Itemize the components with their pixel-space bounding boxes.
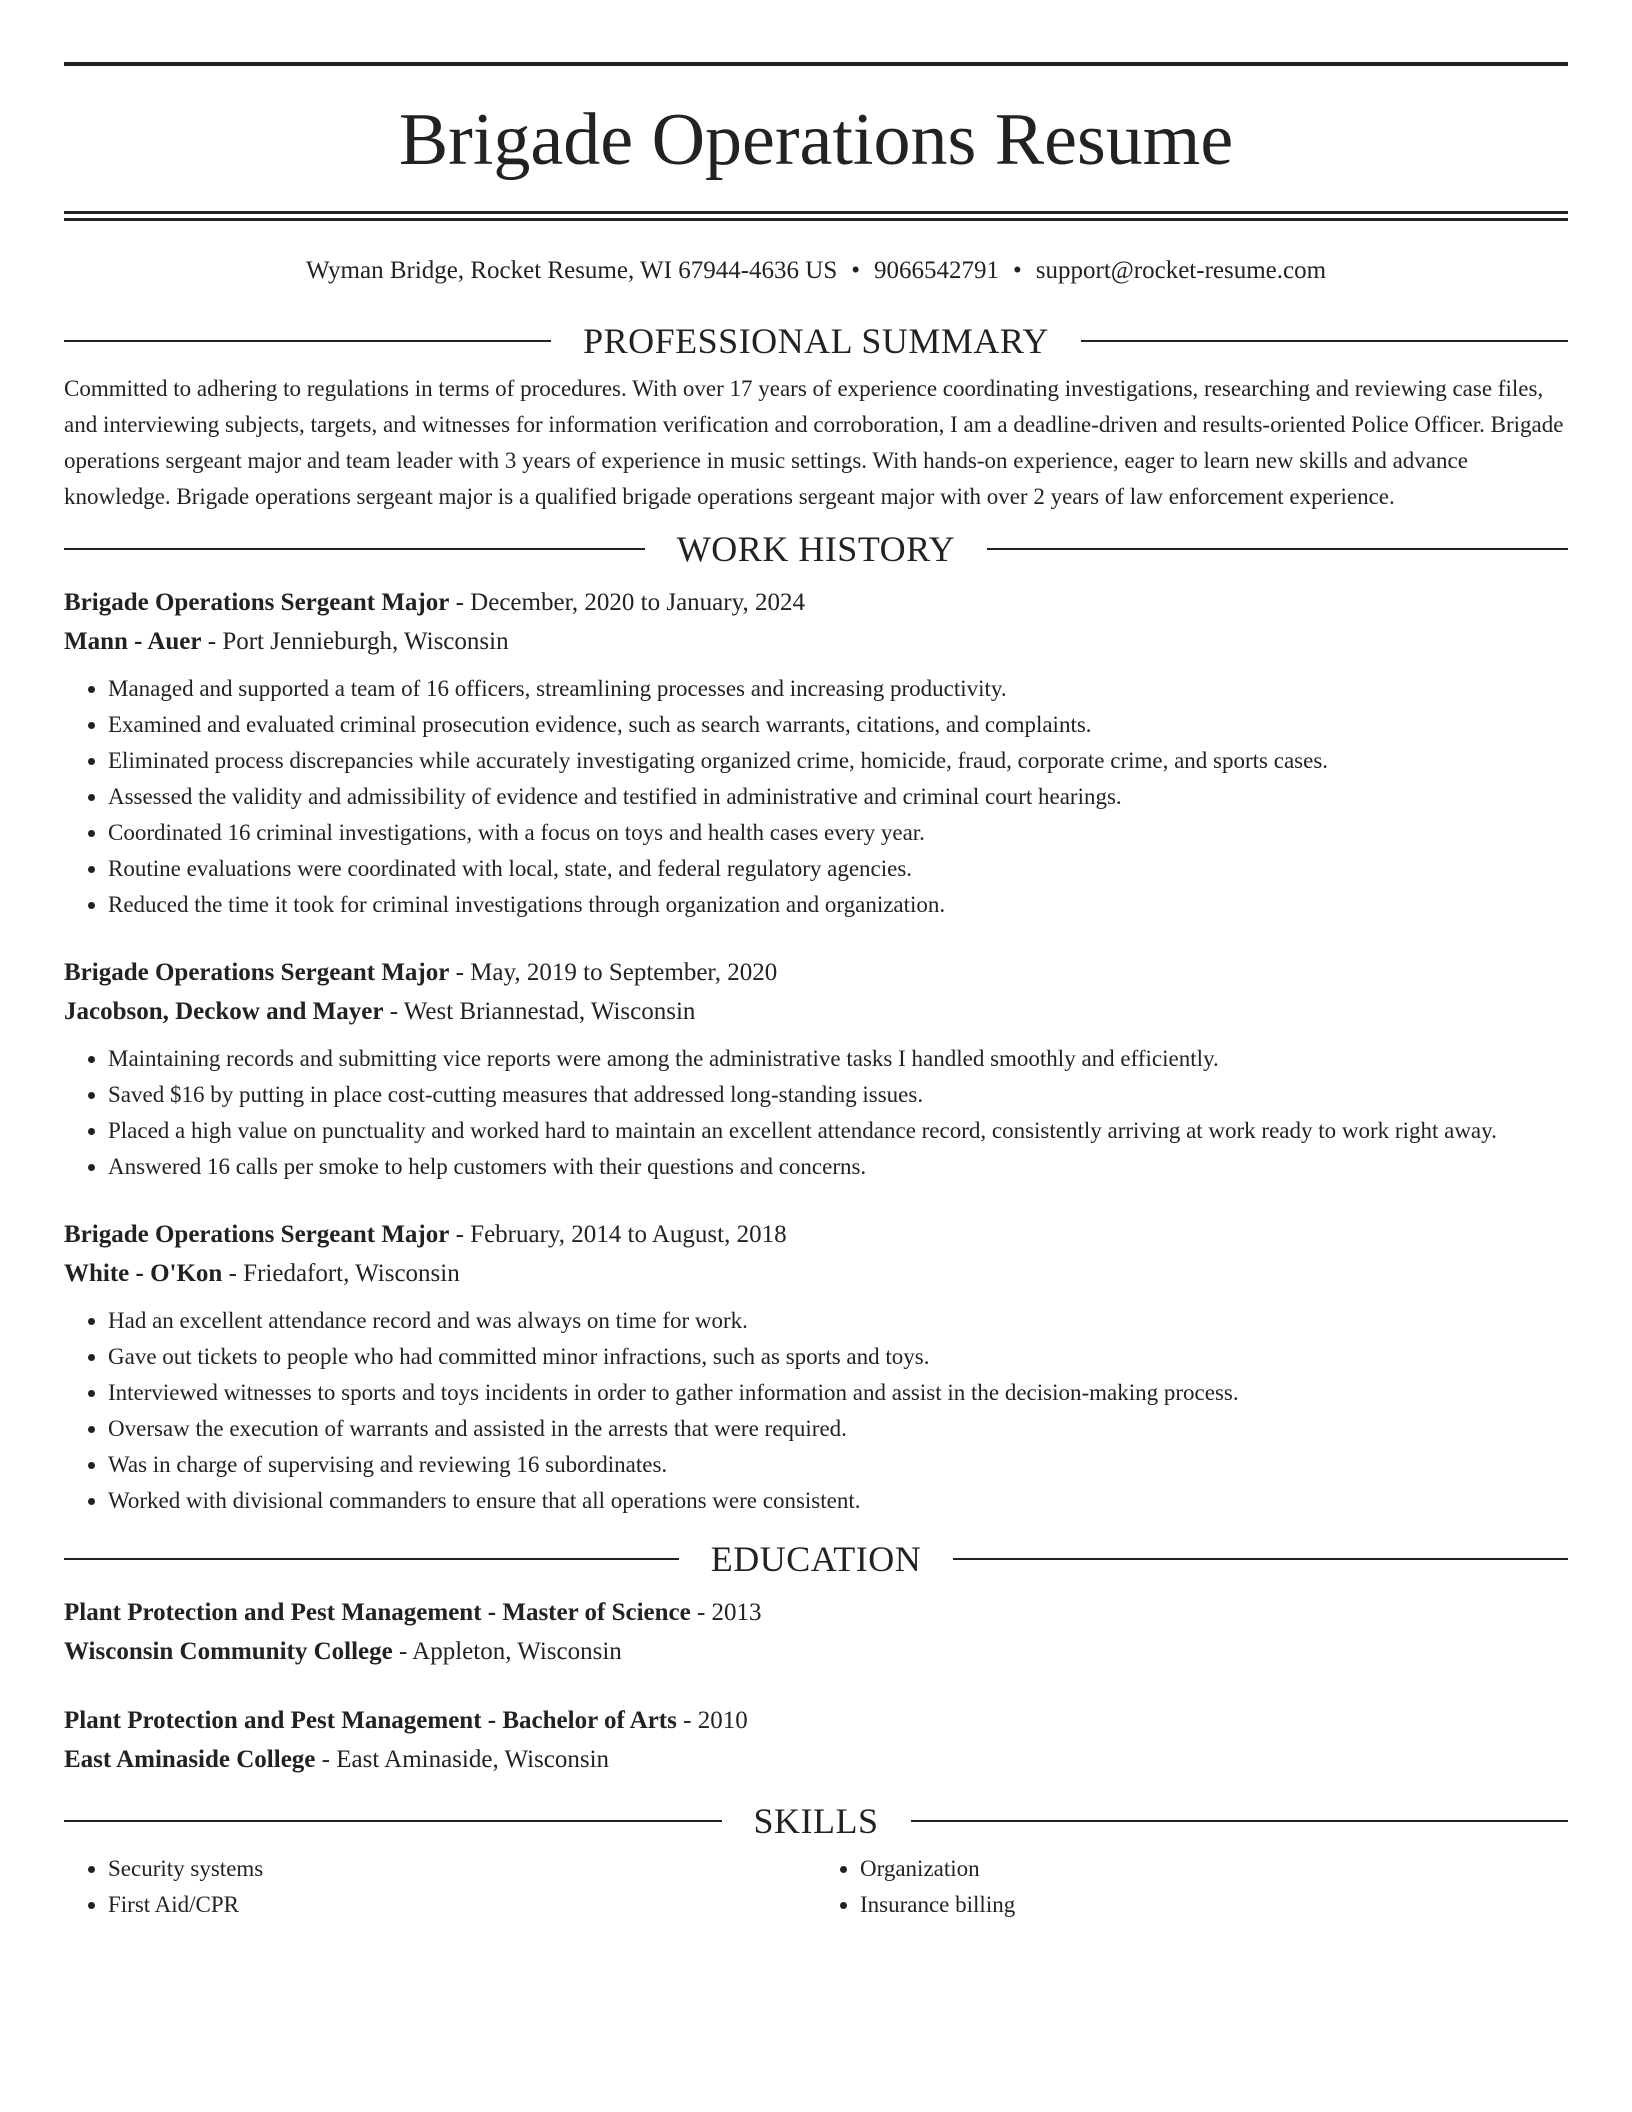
title-double-rule (64, 211, 1568, 221)
education-degree-line (64, 1593, 1568, 1632)
job-bullet: • Placed a high value on punctuality and worked hard to maintain an excellent attendance record, consistently arriving at work ready to work right away. (108, 1113, 1568, 1149)
job-bullet: • Reduced the time it took for criminal investigations through organization and organization. (108, 887, 1568, 923)
skill-item: • First Aid/CPR (108, 1887, 816, 1923)
education-degree-line (64, 1701, 1568, 1740)
job-entry (64, 1215, 1568, 1519)
education-year: - 2010 (676, 1707, 748, 1734)
job-bullet: • Oversaw the execution of warrants and assisted in the arrests that were required. (108, 1411, 1568, 1447)
education-school: East Aminaside College (64, 1746, 316, 1773)
job-company-line (64, 622, 1568, 661)
job-bullets (64, 1303, 1568, 1519)
heading-rule-right (953, 1558, 1568, 1560)
job-bullet: • Routine evaluations were coordinated with local, state, and federal regulatory agencies. (108, 851, 1568, 887)
contact-address: Wyman Bridge, Rocket Resume, WI 67944-4636 US (305, 257, 838, 284)
job-bullet: • Had an excellent attendance record and was always on time for work. (108, 1303, 1568, 1339)
skill-item: • Security systems (108, 1851, 816, 1887)
job-bullet: • Managed and supported a team of 16 officers, streamlining processes and increasing productivity. (108, 671, 1568, 707)
skills-grid (64, 1841, 1568, 1923)
section-title-skills: SKILLS (753, 1801, 879, 1841)
job-title: Brigade Operations Sergeant Major (64, 589, 450, 616)
heading-rule-left (64, 548, 645, 550)
education-location: - East Aminaside, Wisconsin (315, 1746, 610, 1773)
contact-line (64, 255, 1568, 287)
job-bullet: • Worked with divisional commanders to ensure that all operations were consistent. (108, 1483, 1568, 1519)
section-title-education: EDUCATION (710, 1539, 922, 1579)
heading-rule-left (64, 340, 551, 342)
heading-rule-left (64, 1558, 679, 1560)
education-school-line (64, 1632, 1568, 1671)
contact-email: support@rocket-resume.com (1035, 257, 1327, 284)
skill-item: • Organization (860, 1851, 1568, 1887)
job-title-line (64, 1215, 1568, 1254)
job-dates: - February, 2014 to August, 2018 (449, 1221, 787, 1248)
education-location: - Appleton, Wisconsin (392, 1638, 622, 1665)
job-bullet: • Coordinated 16 criminal investigations, with a focus on toys and health cases every year. (108, 815, 1568, 851)
job-bullet: • Maintaining records and submitting vice reports were among the administrative tasks I handled smoothly and efficiently. (108, 1041, 1568, 1077)
skills-list-right (816, 1851, 1568, 1923)
job-title-line (64, 953, 1568, 992)
section-heading-summary (64, 321, 1568, 361)
job-dates: - May, 2019 to September, 2020 (449, 959, 778, 986)
heading-rule-right (987, 548, 1568, 550)
job-bullet: • Gave out tickets to people who had committed minor infractions, such as sports and toys. (108, 1339, 1568, 1375)
education-degree: Plant Protection and Pest Management - Master of Science (64, 1599, 691, 1626)
contact-phone: 9066542791 (874, 257, 999, 284)
section-heading-work (64, 529, 1568, 569)
job-bullet: • Eliminated process discrepancies while accurately investigating organized crime, homicide, fraud, corporate crime, and sports cases. (108, 743, 1568, 779)
page-title: Brigade Operations Resume (398, 99, 1234, 181)
job-location: - Friedafort, Wisconsin (222, 1260, 460, 1287)
heading-rule-left (64, 1820, 722, 1822)
job-company-line (64, 992, 1568, 1031)
education-entry (64, 1701, 1568, 1779)
job-dates: - December, 2020 to January, 2024 (449, 589, 805, 616)
job-bullet: • Interviewed witnesses to sports and toys incidents in order to gather information and assist in the decision-making process. (108, 1375, 1568, 1411)
job-entry (64, 953, 1568, 1185)
job-company-line (64, 1254, 1568, 1293)
job-bullets (64, 1041, 1568, 1185)
top-rule (64, 62, 1568, 66)
heading-rule-right (911, 1820, 1569, 1822)
job-entry (64, 583, 1568, 923)
job-title: Brigade Operations Sergeant Major (64, 959, 450, 986)
job-location: - Port Jennieburgh, Wisconsin (201, 628, 509, 655)
job-title-line (64, 583, 1568, 622)
job-bullet: • Assessed the validity and admissibility of evidence and testified in administrative and criminal court hearings. (108, 779, 1568, 815)
job-company: White - O'Kon (64, 1260, 223, 1287)
job-location: - West Briannestad, Wisconsin (383, 998, 696, 1025)
education-school-line (64, 1740, 1568, 1779)
heading-rule-right (1081, 340, 1568, 342)
section-title-summary: PROFESSIONAL SUMMARY (583, 321, 1049, 361)
education-degree: Plant Protection and Pest Management - Bachelor of Arts (64, 1707, 677, 1734)
job-bullet: • Saved $16 by putting in place cost-cutting measures that addressed long-standing issues. (108, 1077, 1568, 1113)
education-entry (64, 1593, 1568, 1671)
skills-list-left (64, 1851, 816, 1923)
skill-item: • Insurance billing (860, 1887, 1568, 1923)
contact-separator: • (1013, 257, 1022, 284)
job-company: Mann - Auer (64, 628, 202, 655)
job-company: Jacobson, Deckow and Mayer (64, 998, 384, 1025)
job-bullet: • Was in charge of supervising and reviewing 16 subordinates. (108, 1447, 1568, 1483)
section-title-work: WORK HISTORY (676, 529, 956, 569)
education-school: Wisconsin Community College (64, 1638, 393, 1665)
education-year: - 2013 (690, 1599, 762, 1626)
summary-paragraph: Committed to adhering to regulations in terms of procedures. With over 17 years of experience coordinating investigations, researching and reviewing case files, and interviewing subjects, targets, and witnesses for information verification and corroboration, I am a deadline-driven and results-oriented Police Officer. Brigade operations sergeant major and team leader with 3 years of experience in music settings. With hands-on experience, eager to learn new skills and advance knowledge. Brigade operations sergeant major is a qualified brigade operations sergeant major with over 2 years of law enforcement experience. (64, 376, 1564, 509)
section-heading-education (64, 1539, 1568, 1579)
job-bullet: • Answered 16 calls per smoke to help customers with their questions and concerns. (108, 1149, 1568, 1185)
job-bullets (64, 671, 1568, 923)
contact-separator: • (851, 257, 860, 284)
job-bullet: • Examined and evaluated criminal prosecution evidence, such as search warrants, citations, and complaints. (108, 707, 1568, 743)
job-title: Brigade Operations Sergeant Major (64, 1221, 450, 1248)
section-heading-skills (64, 1801, 1568, 1841)
